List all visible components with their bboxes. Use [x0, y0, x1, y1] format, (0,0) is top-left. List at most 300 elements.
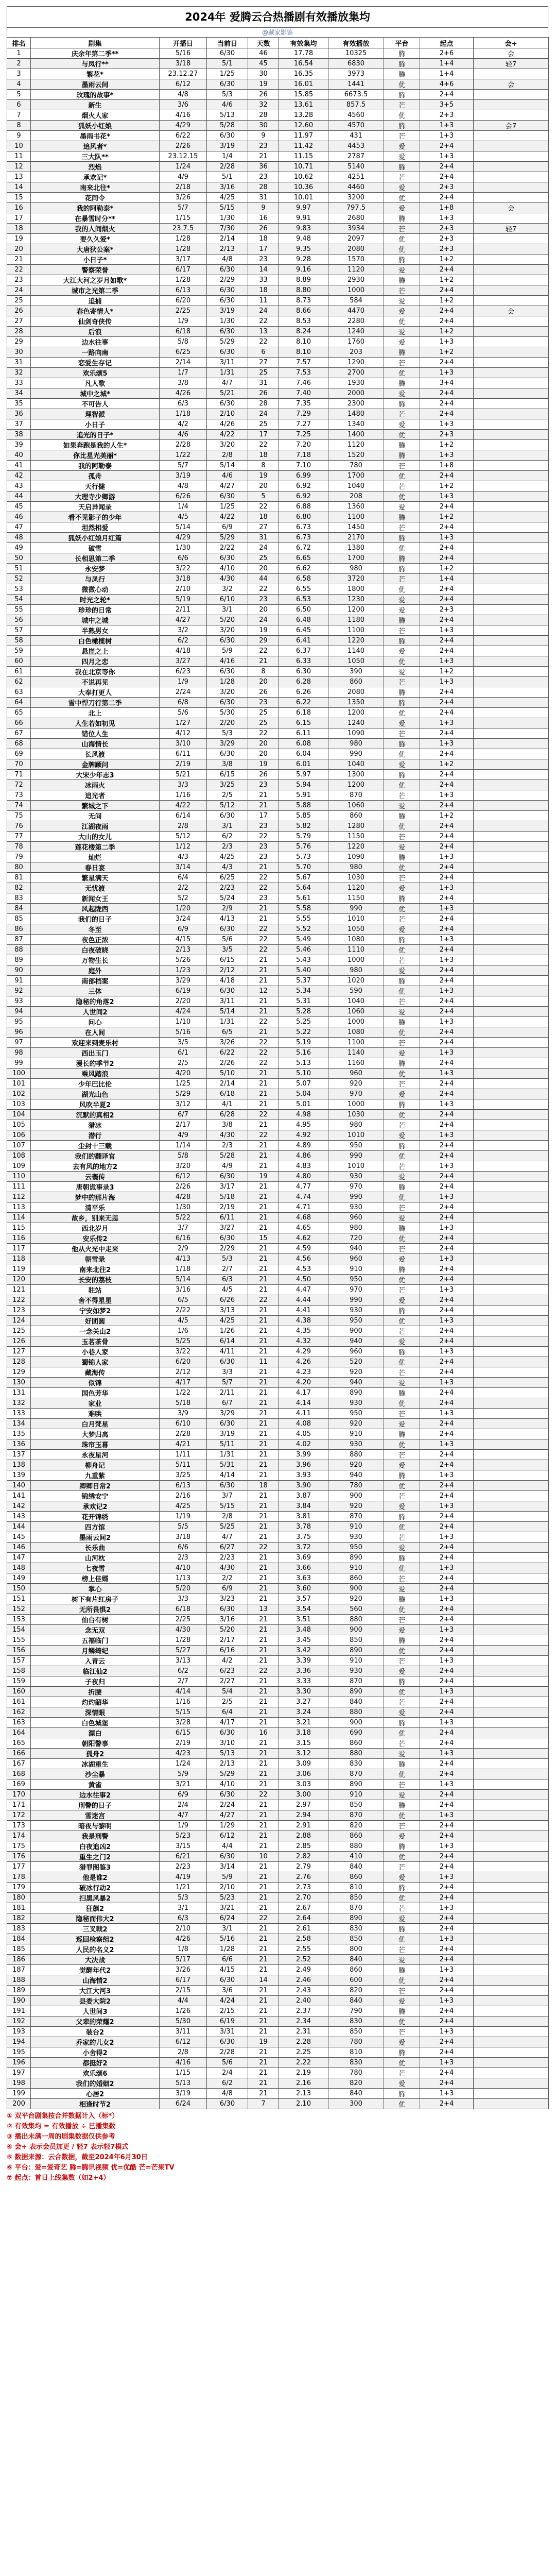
cell-drama-name: 悬崖之上	[31, 646, 160, 656]
cell-platform: 芒	[384, 1697, 420, 1707]
cell-start-episodes: 2+4	[420, 1295, 474, 1306]
cell-rank: 96	[7, 1027, 31, 1038]
cell-drama-name: 沉默的真相2	[31, 1110, 160, 1120]
cell-days: 21	[248, 1924, 279, 1934]
cell-current-date: 6/30	[207, 553, 248, 564]
cell-avg-views: 4.86	[279, 1151, 328, 1161]
cell-total-views: 870	[328, 1810, 384, 1821]
cell-current-date: 5/3	[207, 1254, 248, 1264]
cell-rank: 146	[7, 1543, 31, 1553]
cell-rank: 55	[7, 605, 31, 615]
cell-platform: 爱	[384, 182, 420, 193]
cell-rank: 137	[7, 1450, 31, 1460]
cell-avg-views: 7.18	[279, 450, 328, 461]
cell-days: 17	[248, 430, 279, 440]
cell-days: 33	[248, 275, 279, 285]
cell-current-date: 7/30	[207, 224, 248, 234]
cell-avg-views: 2.25	[279, 2047, 328, 2058]
table-row	[7, 1378, 549, 1388]
cell-rank: 59	[7, 646, 31, 656]
cell-member-plus	[474, 1759, 549, 1769]
cell-drama-name: 人世间2	[31, 1007, 160, 1017]
cell-current-date: 6/30	[207, 1728, 248, 1738]
table-row	[7, 1543, 549, 1553]
cell-rank: 144	[7, 1522, 31, 1532]
cell-start-date: 4/26	[160, 1934, 207, 1944]
cell-current-date: 6/3	[207, 1275, 248, 1285]
cell-platform: 优	[384, 1687, 420, 1697]
cell-days: 22	[248, 646, 279, 656]
cell-platform: 优	[384, 1233, 420, 1244]
cell-start-episodes: 2+4	[420, 1182, 474, 1192]
cell-total-views: 1020	[328, 976, 384, 986]
cell-start-episodes: 2+4	[420, 708, 474, 718]
cell-total-views: 840	[328, 1697, 384, 1707]
cell-member-plus	[474, 316, 549, 327]
cell-member-plus	[474, 625, 549, 636]
cell-days: 21	[248, 1821, 279, 1831]
cell-start-episodes: 2+4	[420, 1306, 474, 1316]
cell-total-views: 990	[328, 1192, 384, 1202]
cell-platform: 爱	[384, 1996, 420, 2006]
cell-start-date: 4/15	[160, 935, 207, 945]
cell-start-date: 5/17	[160, 1955, 207, 1965]
cell-platform: 腾	[384, 1759, 420, 1769]
cell-current-date: 2/24	[207, 1800, 248, 1810]
cell-rank: 53	[7, 584, 31, 595]
cell-start-date: 2/9	[160, 1244, 207, 1254]
cell-platform: 腾	[384, 213, 420, 224]
cell-days: 21	[248, 1532, 279, 1543]
cell-rank: 181	[7, 1903, 31, 1913]
cell-avg-views: 3.45	[279, 1635, 328, 1646]
cell-start-episodes: 1+3	[420, 656, 474, 667]
cell-days: 18	[248, 285, 279, 296]
table-row	[7, 1749, 549, 1759]
cell-start-date: 3/19	[160, 471, 207, 481]
cell-start-date: 1/20	[160, 904, 207, 914]
cell-rank: 107	[7, 1141, 31, 1151]
cell-days: 8	[248, 667, 279, 677]
cell-days: 27	[248, 522, 279, 533]
cell-rank: 175	[7, 1841, 31, 1852]
cell-start-episodes: 2+4	[420, 1646, 474, 1656]
cell-days: 21	[248, 976, 279, 986]
cell-member-plus	[474, 1213, 549, 1223]
cell-days: 22	[248, 1295, 279, 1306]
cell-avg-views: 6.73	[279, 522, 328, 533]
cell-days: 44	[248, 574, 279, 584]
cell-platform: 爱	[384, 1254, 420, 1264]
cell-rank: 41	[7, 461, 31, 471]
cell-start-date: 1/13	[160, 1573, 207, 1584]
cell-drama-name: 树下有片红房子	[31, 1594, 160, 1604]
cell-member-plus	[474, 842, 549, 852]
cell-platform: 优	[384, 904, 420, 914]
cell-start-date: 23.12.27	[160, 69, 207, 79]
cell-total-views: 870	[328, 1512, 384, 1522]
cell-avg-views: 7.35	[279, 399, 328, 409]
cell-member-plus	[474, 1264, 549, 1275]
cell-start-episodes: 2+4	[420, 1357, 474, 1367]
cell-member-plus	[474, 1182, 549, 1192]
cell-drama-name: 白色橄榄树	[31, 636, 160, 646]
table-row	[7, 255, 549, 265]
cell-start-date: 3/1	[160, 1903, 207, 1913]
cell-start-episodes: 1+3	[420, 1810, 474, 1821]
cell-start-date: 6/2	[160, 1666, 207, 1676]
cell-drama-name: 西出玉门	[31, 1048, 160, 1058]
cell-total-views: 1100	[328, 625, 384, 636]
cell-start-episodes: 1+3	[420, 2089, 474, 2099]
cell-drama-name: 折腰	[31, 1687, 160, 1697]
cell-platform: 优	[384, 1110, 420, 1120]
cell-rank: 141	[7, 1491, 31, 1501]
cell-member-plus	[474, 945, 549, 955]
cell-start-episodes: 2+4	[420, 1336, 474, 1347]
cell-member-plus	[474, 1728, 549, 1738]
cell-start-date: 1/19	[160, 1512, 207, 1522]
cell-rank: 69	[7, 749, 31, 759]
cell-platform: 爱	[384, 1130, 420, 1141]
cell-total-views: 1100	[328, 1038, 384, 1048]
cell-days: 21	[248, 1336, 279, 1347]
cell-current-date: 2/10	[207, 1883, 248, 1893]
cell-platform: 优	[384, 1563, 420, 1573]
table-row	[7, 2058, 549, 2068]
cell-start-date: 5/14	[160, 1275, 207, 1285]
cell-rank: 132	[7, 1398, 31, 1409]
cell-drama-name: 猎罪图鉴3	[31, 1862, 160, 1872]
cell-avg-views: 6.73	[279, 533, 328, 543]
cell-avg-views: 2.85	[279, 1841, 328, 1852]
cell-platform: 爱	[384, 1295, 420, 1306]
cell-rank: 189	[7, 1986, 31, 1996]
cell-member-plus	[474, 1584, 549, 1594]
cell-drama-name: 冬至	[31, 924, 160, 935]
cell-days: 22	[248, 1913, 279, 1924]
cell-drama-name: 九重紫	[31, 1470, 160, 1481]
cell-current-date: 6/19	[207, 2016, 248, 2027]
cell-member-plus	[474, 1089, 549, 1099]
cell-avg-views: 15.85	[279, 90, 328, 100]
cell-current-date: 6/9	[207, 522, 248, 533]
cell-days: 22	[248, 935, 279, 945]
cell-start-episodes: 1+2	[420, 296, 474, 306]
cell-platform: 芒	[384, 1986, 420, 1996]
cell-start-date: 4/25	[160, 1501, 207, 1512]
cell-start-episodes: 1+3	[420, 1501, 474, 1512]
cell-current-date: 2/28	[207, 2047, 248, 2058]
cell-current-date: 4/13	[207, 914, 248, 924]
header-current-date: 当前日	[207, 38, 248, 48]
cell-member-plus	[474, 1378, 549, 1388]
table-row	[7, 492, 549, 502]
cell-days: 21	[248, 2089, 279, 2099]
cell-platform: 爱	[384, 306, 420, 316]
cell-rank: 152	[7, 1604, 31, 1615]
cell-start-date: 1/4	[160, 502, 207, 512]
table-row	[7, 2027, 549, 2037]
cell-total-views: 990	[328, 1295, 384, 1306]
cell-start-date: 3/17	[160, 255, 207, 265]
table-row	[7, 347, 549, 358]
cell-rank: 19	[7, 234, 31, 244]
cell-avg-views: 2.64	[279, 1913, 328, 1924]
cell-avg-views: 2.55	[279, 1944, 328, 1955]
cell-start-date: 2/15	[160, 1986, 207, 1996]
cell-total-views: 6830	[328, 59, 384, 69]
cell-days: 21	[248, 2078, 279, 2089]
cell-start-episodes: 1+3	[420, 1687, 474, 1697]
cell-platform: 爱	[384, 1913, 420, 1924]
cell-member-plus	[474, 1841, 549, 1852]
table-row	[7, 1007, 549, 1017]
cell-start-episodes: 2+4	[420, 1635, 474, 1646]
cell-start-episodes: 1+3	[420, 625, 474, 636]
cell-start-date: 4/29	[160, 533, 207, 543]
cell-drama-name: 他从火光中走来	[31, 1244, 160, 1254]
cell-days: 21	[248, 1419, 279, 1429]
cell-total-views: 6673.5	[328, 90, 384, 100]
cell-start-date: 4/4	[160, 1996, 207, 2006]
table-row	[7, 296, 549, 306]
cell-start-date: 3/11	[160, 2027, 207, 2037]
cell-days: 6	[248, 347, 279, 358]
cell-start-date: 4/30	[160, 1625, 207, 1635]
table-row	[7, 2016, 549, 2027]
cell-member-plus	[474, 615, 549, 625]
cell-member-plus	[474, 1306, 549, 1316]
cell-drama-name: 小舍得2	[31, 2047, 160, 2058]
cell-current-date: 5/14	[207, 461, 248, 471]
cell-member-plus	[474, 914, 549, 924]
cell-start-date: 5/23	[160, 1831, 207, 1841]
cell-current-date: 4/3	[207, 862, 248, 873]
cell-drama-name: 南来北往2	[31, 1264, 160, 1275]
cell-days: 20	[248, 605, 279, 615]
cell-start-episodes: 2+4	[420, 976, 474, 986]
cell-platform: 芒	[384, 873, 420, 883]
cell-avg-views: 2.46	[279, 1975, 328, 1986]
cell-start-episodes: 2+4	[420, 1738, 474, 1749]
cell-avg-views: 4.92	[279, 1130, 328, 1141]
cell-start-date: 1/24	[160, 1759, 207, 1769]
cell-member-plus	[474, 1470, 549, 1481]
cell-drama-name: 墨雨书花*	[31, 131, 160, 141]
table-row	[7, 1481, 549, 1491]
cell-start-episodes: 2+4	[420, 399, 474, 409]
cell-start-episodes: 1+3	[420, 1903, 474, 1913]
cell-days: 20	[248, 481, 279, 492]
cell-current-date: 3/1	[207, 821, 248, 832]
cell-current-date: 5/20	[207, 1625, 248, 1635]
cell-member-plus	[474, 1172, 549, 1182]
cell-avg-views: 5.07	[279, 1079, 328, 1089]
cell-start-date: 3/18	[160, 59, 207, 69]
cell-total-views: 584	[328, 296, 384, 306]
cell-drama-name: 繁星满天	[31, 873, 160, 883]
table-row	[7, 1810, 549, 1821]
cell-days: 21	[248, 1439, 279, 1450]
cell-rank: 142	[7, 1501, 31, 1512]
table-row	[7, 1780, 549, 1790]
cell-total-views: 1290	[328, 358, 384, 368]
cell-avg-views: 7.29	[279, 409, 328, 419]
cell-start-episodes: 2+4	[420, 1058, 474, 1069]
cell-platform: 优	[384, 1934, 420, 1944]
cell-avg-views: 4.56	[279, 1254, 328, 1264]
cell-start-episodes: 2+4	[420, 893, 474, 904]
cell-current-date: 4/6	[207, 100, 248, 110]
cell-start-episodes: 2+4	[420, 1893, 474, 1903]
cell-rank: 179	[7, 1883, 31, 1893]
cell-current-date: 6/14	[207, 1336, 248, 1347]
cell-start-episodes: 2+4	[420, 2047, 474, 2058]
cell-platform: 优	[384, 656, 420, 667]
cell-platform: 芒	[384, 1038, 420, 1048]
footnote-item: ⑤ 数据来源：云合数据，截至2024年6月30日	[7, 2154, 148, 2161]
cell-days: 21	[248, 1934, 279, 1944]
cell-avg-views: 6.92	[279, 492, 328, 502]
cell-platform: 芒	[384, 1202, 420, 1213]
cell-total-views: 3934	[328, 224, 384, 234]
cell-start-episodes: 1+4	[420, 574, 474, 584]
table-row	[7, 203, 549, 213]
cell-current-date: 6/30	[207, 399, 248, 409]
cell-drama-name: 深情眼	[31, 1707, 160, 1718]
cell-start-episodes: 2+4	[420, 584, 474, 595]
cell-platform: 芒	[384, 358, 420, 368]
cell-current-date: 4/30	[207, 1563, 248, 1573]
cell-total-views: 900	[328, 1491, 384, 1501]
cell-avg-views: 5.52	[279, 924, 328, 935]
cell-avg-views: 6.41	[279, 636, 328, 646]
cell-member-plus	[474, 1780, 549, 1790]
cell-rank: 22	[7, 265, 31, 275]
cell-current-date: 6/9	[207, 1584, 248, 1594]
cell-days: 24	[248, 615, 279, 625]
cell-member-plus	[474, 924, 549, 935]
cell-days: 30	[248, 69, 279, 79]
cell-total-views: 4251	[328, 172, 384, 182]
cell-start-episodes: 1+3	[420, 1285, 474, 1295]
cell-platform: 爱	[384, 1625, 420, 1635]
cell-rank: 7	[7, 110, 31, 121]
cell-start-date: 5/11	[160, 1460, 207, 1470]
cell-days: 22	[248, 1110, 279, 1120]
cell-rank: 192	[7, 2016, 31, 2027]
cell-drama-name: 装台2	[31, 2027, 160, 2037]
cell-total-views: 1040	[328, 996, 384, 1007]
cell-days: 21	[248, 1841, 279, 1852]
cell-drama-name: 灼灼韶华	[31, 1697, 160, 1707]
cell-current-date: 4/4	[207, 1841, 248, 1852]
table-row	[7, 1831, 549, 1841]
cell-current-date: 2/10	[207, 409, 248, 419]
cell-rank: 198	[7, 2078, 31, 2089]
cell-start-episodes: 2+4	[420, 646, 474, 656]
cell-current-date: 5/9	[207, 1872, 248, 1883]
cell-avg-views: 9.48	[279, 234, 328, 244]
cell-platform: 芒	[384, 1780, 420, 1790]
cell-member-plus	[474, 368, 549, 378]
cell-member-plus	[474, 1202, 549, 1213]
cell-start-episodes: 1+3	[420, 1161, 474, 1172]
cell-current-date: 6/30	[207, 986, 248, 996]
cell-days: 24	[248, 306, 279, 316]
cell-days: 20	[248, 564, 279, 574]
cell-start-episodes: 2+4	[420, 1615, 474, 1625]
cell-start-episodes: 2+4	[420, 1120, 474, 1130]
cell-rank: 174	[7, 1831, 31, 1841]
cell-current-date: 2/27	[207, 1676, 248, 1687]
cell-current-date: 6/30	[207, 1604, 248, 1615]
cell-current-date: 6/26	[207, 1295, 248, 1306]
cell-member-plus	[474, 151, 549, 162]
cell-days: 19	[248, 1172, 279, 1182]
cell-platform: 芒	[384, 1079, 420, 1089]
cell-current-date: 6/27	[207, 1543, 248, 1553]
cell-avg-views: 3.09	[279, 1759, 328, 1769]
table-row	[7, 564, 549, 574]
cell-current-date: 3/19	[207, 141, 248, 151]
cell-current-date: 4/1	[207, 1099, 248, 1110]
cell-total-views: 910	[328, 1522, 384, 1532]
cell-platform: 腾	[384, 48, 420, 59]
cell-avg-views: 2.10	[279, 2099, 328, 2109]
cell-current-date: 6/30	[207, 1975, 248, 1986]
cell-avg-views: 4.50	[279, 1275, 328, 1285]
cell-drama-name: 花开锦绣	[31, 1512, 160, 1522]
cell-avg-views: 6.15	[279, 718, 328, 728]
cell-member-plus	[474, 533, 549, 543]
table-row	[7, 1522, 549, 1532]
cell-start-episodes: 1+3	[420, 419, 474, 430]
cell-drama-name: 永夜星河	[31, 1450, 160, 1460]
cell-total-views: 850	[328, 2027, 384, 2037]
cell-platform: 腾	[384, 893, 420, 904]
cell-total-views: 1350	[328, 698, 384, 708]
header-drama: 剧集	[31, 38, 160, 48]
cell-drama-name: 玫瑰的故事*	[31, 90, 160, 100]
cell-total-views: 930	[328, 1666, 384, 1676]
cell-start-date: 6/6	[160, 1543, 207, 1553]
cell-platform: 芒	[384, 1120, 420, 1130]
table-row	[7, 1883, 549, 1893]
cell-total-views: 890	[328, 1553, 384, 1563]
cell-avg-views: 3.39	[279, 1656, 328, 1666]
cell-drama-name: 猎冰	[31, 1120, 160, 1130]
cell-total-views: 780	[328, 2068, 384, 2078]
cell-avg-views: 16.01	[279, 79, 328, 90]
cell-start-date: 5/27	[160, 1646, 207, 1656]
cell-total-views: 4470	[328, 306, 384, 316]
cell-avg-views: 2.73	[279, 1883, 328, 1893]
cell-rank: 168	[7, 1769, 31, 1780]
cell-member-plus	[474, 1501, 549, 1512]
cell-total-views: 860	[328, 1831, 384, 1841]
cell-start-date: 1/9	[160, 1821, 207, 1831]
cell-avg-views: 2.61	[279, 1924, 328, 1934]
cell-start-date: 4/2	[160, 419, 207, 430]
cell-start-date: 6/16	[160, 1233, 207, 1244]
cell-member-plus	[474, 399, 549, 409]
cell-platform: 优	[384, 1646, 420, 1656]
cell-member-plus	[474, 1666, 549, 1676]
cell-start-episodes: 1+3	[420, 151, 474, 162]
cell-current-date: 6/30	[207, 924, 248, 935]
